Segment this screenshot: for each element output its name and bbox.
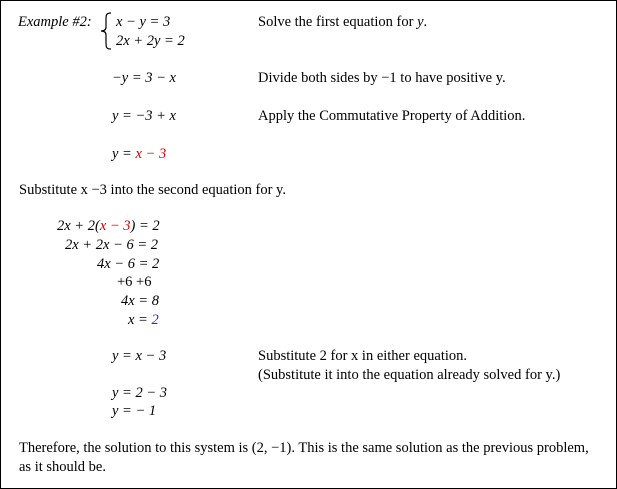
work-line-6: x = 2: [128, 312, 159, 328]
system-eq-1: x − y = 3: [116, 14, 171, 30]
example-label: Example #2:: [18, 14, 92, 30]
back-sub-note-2: (Substitute it into the equation already solved for y.): [258, 367, 561, 383]
step-eq-neg-y: −y = 3 − x: [112, 70, 176, 86]
left-brace: [99, 12, 113, 50]
note-divide: Divide both sides by −1 to have positive y.: [258, 70, 506, 86]
work-line-4: +6 +6: [117, 274, 152, 290]
work-line-5: 4x = 8: [121, 293, 159, 309]
step-eq-solved-y: y = x − 3: [112, 146, 167, 162]
system-eq-2: 2x + 2y = 2: [116, 33, 185, 49]
step-eq-commute: y = −3 + x: [112, 108, 176, 124]
back-sub-eq-2: y = 2 − 3: [112, 385, 168, 401]
substitute-instruction: Substitute x −3 into the second equation for y.: [19, 182, 286, 198]
back-sub-note-1: Substitute 2 for x in either equation.: [258, 348, 468, 364]
conclusion-text: Therefore, the solution to this system is (2, −1). This is the same solution as the previous problem, as it should be.: [19, 440, 589, 475]
work-line-2: 2x + 2x − 6 = 2: [65, 237, 158, 253]
back-sub-eq-3: y = − 1: [112, 403, 157, 419]
note-commutative: Apply the Commutative Property of Addition.: [258, 108, 526, 124]
work-line-3: 4x − 6 = 2: [97, 256, 160, 272]
back-sub-eq-1: y = x − 3: [112, 348, 167, 364]
note-solve-first: Solve the first equation for y.: [258, 14, 428, 30]
work-line-1: 2x + 2(x − 3) = 2: [57, 218, 160, 234]
